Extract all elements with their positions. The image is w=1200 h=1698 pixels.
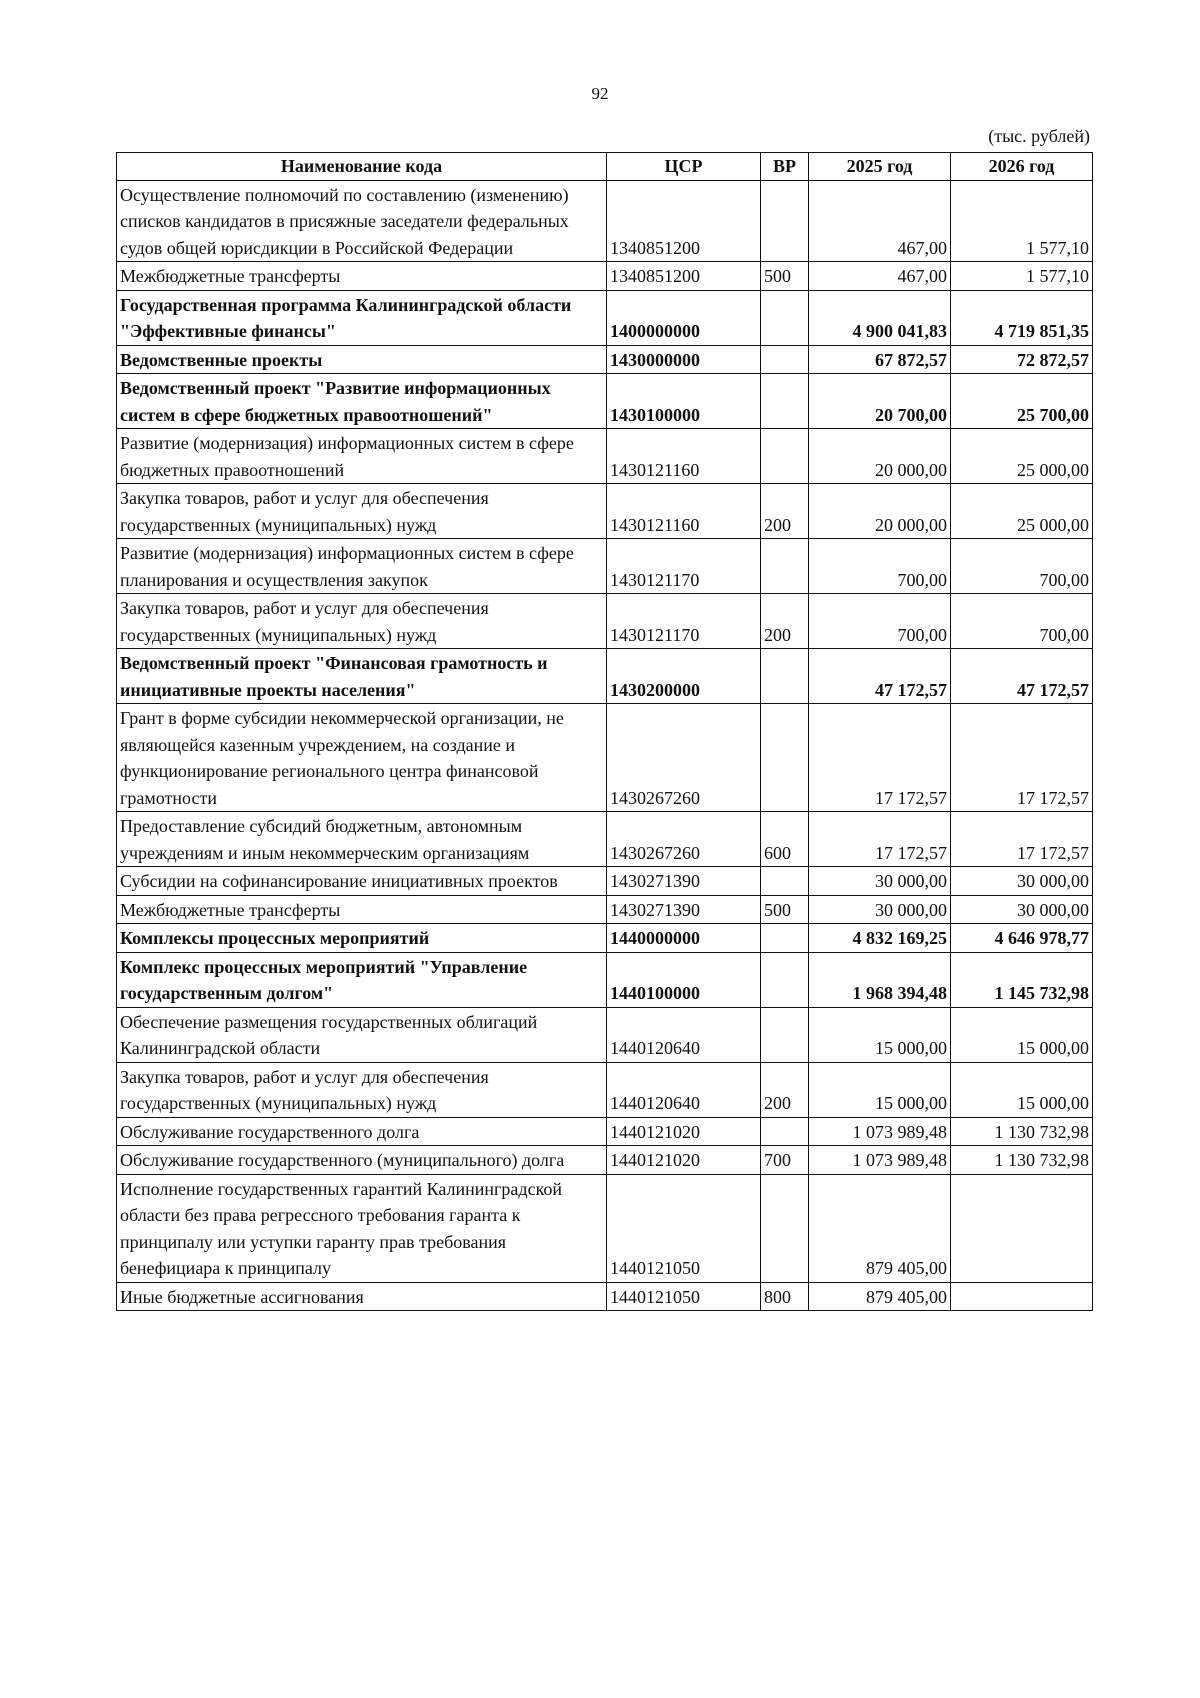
cell-2025: 1 968 394,48 <box>809 952 951 1007</box>
cell-name: Закупка товаров, работ и услуг для обеспечения государственных (муниципальных) нужд <box>117 1062 607 1117</box>
cell-csr: 1440121050 <box>607 1174 761 1282</box>
cell-2025: 30 000,00 <box>809 867 951 896</box>
cell-2025: 15 000,00 <box>809 1007 951 1062</box>
table-row <box>117 704 1093 812</box>
cell-2026: 30 000,00 <box>951 895 1093 924</box>
table-row <box>117 1117 1093 1146</box>
cell-2025: 30 000,00 <box>809 895 951 924</box>
table-row <box>117 1062 1093 1117</box>
table-row <box>117 180 1093 262</box>
cell-2025: 20 000,00 <box>809 484 951 539</box>
table-row <box>117 594 1093 649</box>
cell-2025: 1 073 989,48 <box>809 1146 951 1175</box>
cell-csr: 1430200000 <box>607 649 761 704</box>
table-row <box>117 1146 1093 1175</box>
column-header-name: Наименование кода <box>117 153 607 181</box>
table-row <box>117 867 1093 896</box>
column-header-2025: 2025 год <box>809 153 951 181</box>
cell-vr <box>761 1174 809 1282</box>
budget-table <box>116 152 1093 1311</box>
cell-2026: 1 577,10 <box>951 180 1093 262</box>
cell-2026: 25 000,00 <box>951 484 1093 539</box>
cell-vr <box>761 649 809 704</box>
table-row <box>117 812 1093 867</box>
cell-2026: 1 130 732,98 <box>951 1146 1093 1175</box>
table-row <box>117 345 1093 374</box>
table-row <box>117 484 1093 539</box>
cell-vr: 200 <box>761 484 809 539</box>
cell-name: Закупка товаров, работ и услуг для обеспечения государственных (муниципальных) нужд <box>117 594 607 649</box>
cell-2025: 15 000,00 <box>809 1062 951 1117</box>
cell-2026: 72 872,57 <box>951 345 1093 374</box>
cell-csr: 1440121020 <box>607 1117 761 1146</box>
cell-name: Закупка товаров, работ и услуг для обеспечения государственных (муниципальных) нужд <box>117 484 607 539</box>
table-row <box>117 290 1093 345</box>
cell-csr: 1400000000 <box>607 290 761 345</box>
table-body <box>117 180 1093 1311</box>
cell-csr: 1440000000 <box>607 924 761 953</box>
cell-csr: 1340851200 <box>607 262 761 291</box>
cell-2025: 700,00 <box>809 539 951 594</box>
cell-name: Обслуживание государственного долга <box>117 1117 607 1146</box>
cell-csr: 1430121170 <box>607 539 761 594</box>
cell-vr <box>761 952 809 1007</box>
cell-2025: 67 872,57 <box>809 345 951 374</box>
cell-2025: 17 172,57 <box>809 704 951 812</box>
cell-2026: 1 577,10 <box>951 262 1093 291</box>
table-row <box>117 374 1093 429</box>
cell-name: Государственная программа Калининградской области "Эффективные финансы" <box>117 290 607 345</box>
cell-name: Межбюджетные трансферты <box>117 895 607 924</box>
cell-2026: 15 000,00 <box>951 1007 1093 1062</box>
cell-2025: 4 832 169,25 <box>809 924 951 953</box>
cell-csr: 1440120640 <box>607 1007 761 1062</box>
cell-vr: 800 <box>761 1282 809 1311</box>
cell-2026 <box>951 1174 1093 1282</box>
cell-2026: 700,00 <box>951 594 1093 649</box>
cell-csr: 1430271390 <box>607 867 761 896</box>
cell-vr <box>761 924 809 953</box>
cell-vr <box>761 1117 809 1146</box>
cell-2026: 1 130 732,98 <box>951 1117 1093 1146</box>
column-header-2026: 2026 год <box>951 153 1093 181</box>
cell-2026: 700,00 <box>951 539 1093 594</box>
cell-vr: 600 <box>761 812 809 867</box>
cell-2026: 1 145 732,98 <box>951 952 1093 1007</box>
cell-vr: 500 <box>761 895 809 924</box>
cell-csr: 1430267260 <box>607 812 761 867</box>
cell-vr <box>761 345 809 374</box>
table-row <box>117 1174 1093 1282</box>
cell-name: Иные бюджетные ассигнования <box>117 1282 607 1311</box>
cell-name: Субсидии на софинансирование инициативных проектов <box>117 867 607 896</box>
cell-csr: 1340851200 <box>607 180 761 262</box>
table-row <box>117 895 1093 924</box>
cell-vr <box>761 290 809 345</box>
cell-name: Обеспечение размещения государственных облигаций Калининградской области <box>117 1007 607 1062</box>
cell-vr <box>761 867 809 896</box>
cell-2025: 879 405,00 <box>809 1282 951 1311</box>
cell-2026: 30 000,00 <box>951 867 1093 896</box>
cell-vr: 500 <box>761 262 809 291</box>
cell-csr: 1430100000 <box>607 374 761 429</box>
table-row <box>117 952 1093 1007</box>
cell-2026: 25 700,00 <box>951 374 1093 429</box>
cell-csr: 1430271390 <box>607 895 761 924</box>
cell-csr: 1430000000 <box>607 345 761 374</box>
cell-2026: 17 172,57 <box>951 704 1093 812</box>
cell-csr: 1440121020 <box>607 1146 761 1175</box>
cell-2026: 4 719 851,35 <box>951 290 1093 345</box>
cell-csr: 1430121170 <box>607 594 761 649</box>
table-row <box>117 1282 1093 1311</box>
cell-2025: 20 000,00 <box>809 429 951 484</box>
header-row <box>117 153 1093 181</box>
column-header-vr: ВР <box>761 153 809 181</box>
units-label: (тыс. рублей) <box>988 126 1090 146</box>
table-row <box>117 429 1093 484</box>
cell-2025: 47 172,57 <box>809 649 951 704</box>
cell-2025: 1 073 989,48 <box>809 1117 951 1146</box>
cell-vr <box>761 429 809 484</box>
cell-vr <box>761 374 809 429</box>
table-row <box>117 1007 1093 1062</box>
cell-csr: 1430267260 <box>607 704 761 812</box>
cell-name: Осуществление полномочий по составлению (изменению) списков кандидатов в присяжные заседатели федеральных судов общей юрисдикции в Российской Федерации <box>117 180 607 262</box>
table-row <box>117 649 1093 704</box>
cell-name: Ведомственные проекты <box>117 345 607 374</box>
cell-2025: 879 405,00 <box>809 1174 951 1282</box>
cell-2025: 700,00 <box>809 594 951 649</box>
cell-2025: 467,00 <box>809 180 951 262</box>
cell-name: Развитие (модернизация) информационных систем в сфере планирования и осуществления закупок <box>117 539 607 594</box>
cell-name: Предоставление субсидий бюджетным, автономным учреждениям и иным некоммерческим организациям <box>117 812 607 867</box>
cell-2026: 25 000,00 <box>951 429 1093 484</box>
table-row <box>117 539 1093 594</box>
column-header-csr: ЦСР <box>607 153 761 181</box>
table-row <box>117 924 1093 953</box>
cell-vr: 700 <box>761 1146 809 1175</box>
cell-name: Комплекс процессных мероприятий "Управление государственным долгом" <box>117 952 607 1007</box>
cell-name: Грант в форме субсидии некоммерческой организации, не являющейся казенным учреждением, на создание и функционирование регионального центра финансовой грамотности <box>117 704 607 812</box>
cell-vr <box>761 180 809 262</box>
cell-2025: 20 700,00 <box>809 374 951 429</box>
cell-name: Обслуживание государственного (муниципального) долга <box>117 1146 607 1175</box>
cell-2026: 47 172,57 <box>951 649 1093 704</box>
cell-csr: 1440100000 <box>607 952 761 1007</box>
cell-csr: 1430121160 <box>607 484 761 539</box>
cell-csr: 1440120640 <box>607 1062 761 1117</box>
page-number: 92 <box>591 84 609 103</box>
cell-2025: 467,00 <box>809 262 951 291</box>
cell-2025: 4 900 041,83 <box>809 290 951 345</box>
cell-name: Развитие (модернизация) информационных систем в сфере бюджетных правоотношений <box>117 429 607 484</box>
cell-2026: 15 000,00 <box>951 1062 1093 1117</box>
table-row <box>117 262 1093 291</box>
cell-csr: 1430121160 <box>607 429 761 484</box>
cell-2026 <box>951 1282 1093 1311</box>
cell-2026: 4 646 978,77 <box>951 924 1093 953</box>
cell-vr <box>761 704 809 812</box>
cell-name: Исполнение государственных гарантий Калининградской области без права регрессного требования гаранта к принципалу или уступки гаранту прав требования бенефициара к принципалу <box>117 1174 607 1282</box>
cell-name: Межбюджетные трансферты <box>117 262 607 291</box>
cell-2025: 17 172,57 <box>809 812 951 867</box>
cell-vr: 200 <box>761 1062 809 1117</box>
cell-name: Ведомственный проект "Развитие информационных систем в сфере бюджетных правоотношений" <box>117 374 607 429</box>
cell-vr <box>761 1007 809 1062</box>
cell-csr: 1440121050 <box>607 1282 761 1311</box>
cell-vr: 200 <box>761 594 809 649</box>
cell-vr <box>761 539 809 594</box>
cell-name: Ведомственный проект "Финансовая грамотность и инициативные проекты населения" <box>117 649 607 704</box>
cell-2026: 17 172,57 <box>951 812 1093 867</box>
cell-name: Комплексы процессных мероприятий <box>117 924 607 953</box>
